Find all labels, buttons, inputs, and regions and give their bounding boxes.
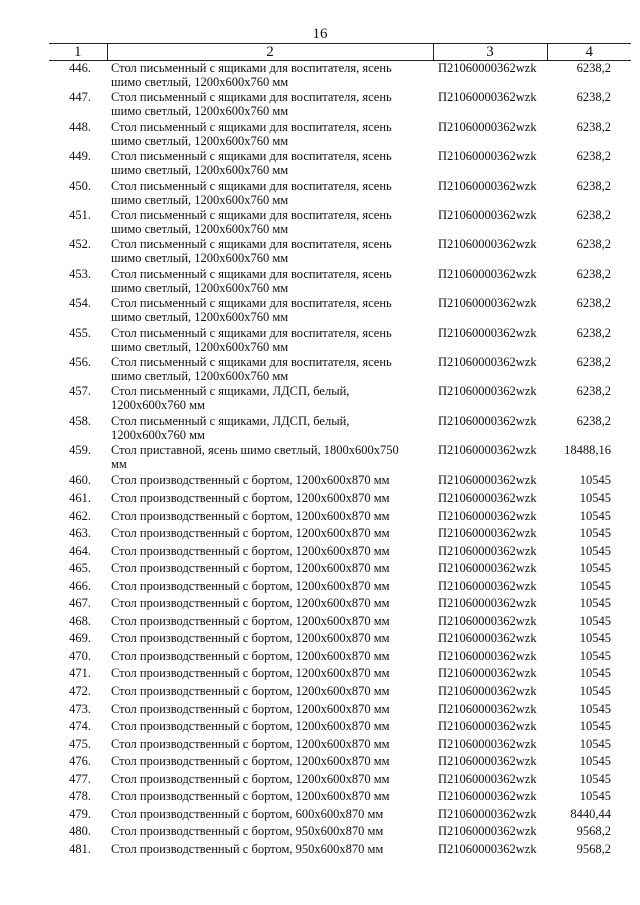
item-name-cell: [107, 120, 433, 149]
table-row: [49, 683, 631, 701]
item-name-line: шимо светлый, 1200х600х760 мм: [111, 133, 289, 148]
item-name-cell: [107, 595, 433, 613]
item-price: 8440,44: [570, 806, 611, 821]
item-code: П21060000362wzk: [438, 266, 537, 281]
item-price: 6238,2: [576, 149, 611, 164]
item-price: 18488,16: [564, 443, 611, 458]
row-number: 466.: [69, 578, 91, 593]
item-price: 10545: [579, 543, 611, 558]
item-price: 10545: [579, 789, 611, 804]
row-number: 471.: [69, 666, 91, 681]
row-number: 465.: [69, 561, 91, 576]
table-row: [49, 120, 631, 149]
item-price: 6238,2: [576, 325, 611, 340]
page-number: 16: [312, 26, 328, 42]
item-price: 6238,2: [576, 90, 611, 105]
table-row: [49, 841, 631, 859]
item-code: П21060000362wzk: [438, 384, 537, 399]
table-row: [49, 296, 631, 325]
item-name-line: шимо светлый, 1200х600х760 мм: [111, 368, 289, 383]
item-name-line: шимо светлый, 1200х600х760 мм: [111, 339, 289, 354]
table-row: [49, 508, 631, 526]
item-name-line: Стол письменный с ящиками для воспитателя, ясень: [111, 296, 392, 311]
row-number: 476.: [69, 754, 91, 769]
item-price: 10545: [579, 491, 611, 506]
row-number: 446.: [69, 61, 91, 75]
item-code: П21060000362wzk: [438, 684, 537, 699]
item-name-line: Стол письменный с ящиками для воспитателя, ясень: [111, 266, 392, 281]
item-price: 10545: [579, 596, 611, 611]
column-header-price: 4: [547, 44, 631, 61]
item-code: П21060000362wzk: [438, 237, 537, 252]
item-code: П21060000362wzk: [438, 473, 537, 488]
item-price: 6238,2: [576, 207, 611, 222]
item-name-cell: [107, 683, 433, 701]
item-name-cell: [107, 718, 433, 736]
item-price: 10545: [579, 526, 611, 541]
item-name-line: Стол производственный с бортом, 950х600х870 мм: [111, 841, 384, 856]
item-name-line: Стол производственный с бортом, 1200х600х870 мм: [111, 613, 390, 628]
item-code: П21060000362wzk: [438, 119, 537, 134]
item-name-line: Стол письменный с ящиками для воспитателя, ясень: [111, 207, 392, 222]
row-number: 468.: [69, 613, 91, 628]
item-price: 6238,2: [576, 384, 611, 399]
item-code: П21060000362wzk: [438, 613, 537, 628]
table-row: [49, 578, 631, 596]
item-name-line: Стол письменный с ящиками для воспитателя, ясень: [111, 149, 392, 164]
item-name-cell: [107, 296, 433, 325]
inventory-table: [49, 43, 631, 859]
item-name-line: шимо светлый, 1200х600х760 мм: [111, 251, 289, 266]
row-number: 451.: [69, 207, 91, 222]
item-name-cell: [107, 490, 433, 508]
item-name-cell: [107, 384, 433, 413]
item-name-cell: [107, 823, 433, 841]
table-row: [49, 355, 631, 384]
table-row: [49, 149, 631, 178]
item-code: П21060000362wzk: [438, 719, 537, 734]
item-price: 10545: [579, 613, 611, 628]
table-row: [49, 61, 631, 91]
table-row: [49, 806, 631, 824]
item-name-line: Стол производственный с бортом, 1200х600х870 мм: [111, 561, 390, 576]
item-name-line: Стол производственный с бортом, 1200х600х870 мм: [111, 491, 390, 506]
item-name-cell: [107, 648, 433, 666]
row-number: 467.: [69, 596, 91, 611]
table-row: [49, 613, 631, 631]
item-code: П21060000362wzk: [438, 207, 537, 222]
item-code: П21060000362wzk: [438, 413, 537, 428]
table-row: [49, 384, 631, 413]
table-row: [49, 648, 631, 666]
item-code: П21060000362wzk: [438, 578, 537, 593]
table-row: [49, 701, 631, 719]
item-name-cell: [107, 543, 433, 561]
item-name-line: шимо светлый, 1200х600х760 мм: [111, 192, 289, 207]
table-row: [49, 525, 631, 543]
item-name-line: шимо светлый, 1200х600х760 мм: [111, 310, 289, 325]
item-price: 10545: [579, 631, 611, 646]
row-number: 475.: [69, 736, 91, 751]
item-name-cell: [107, 208, 433, 237]
item-code: П21060000362wzk: [438, 824, 537, 839]
item-code: П21060000362wzk: [438, 771, 537, 786]
item-price: 10545: [579, 719, 611, 734]
row-number: 448.: [69, 119, 91, 134]
item-code: П21060000362wzk: [438, 296, 537, 311]
table-row: [49, 443, 631, 472]
row-number: 481.: [69, 841, 91, 856]
item-price: 6238,2: [576, 266, 611, 281]
item-name-line: Стол производственный с бортом, 1200х600х870 мм: [111, 648, 390, 663]
item-code: П21060000362wzk: [438, 561, 537, 576]
row-number: 459.: [69, 443, 91, 458]
item-name-cell: [107, 149, 433, 178]
item-name-cell: [107, 472, 433, 490]
item-name-line: Стол приставной, ясень шимо светлый, 1800х600х750: [111, 443, 399, 458]
item-name-cell: [107, 630, 433, 648]
item-name-cell: [107, 736, 433, 754]
item-name-cell: [107, 788, 433, 806]
item-name-line: 1200х600х760 мм: [111, 427, 205, 442]
row-number: 463.: [69, 526, 91, 541]
item-price: 6238,2: [576, 119, 611, 134]
column-header-name: 2: [107, 44, 433, 61]
item-name-line: Стол производственный с бортом, 1200х600х870 мм: [111, 771, 390, 786]
item-name-cell: [107, 267, 433, 296]
row-number: 450.: [69, 178, 91, 193]
table-row: [49, 595, 631, 613]
item-name-line: Стол производственный с бортом, 1200х600х870 мм: [111, 666, 390, 681]
item-name-line: Стол производственный с бортом, 1200х600х870 мм: [111, 578, 390, 593]
item-name-line: шимо светлый, 1200х600х760 мм: [111, 104, 289, 119]
item-name-line: шимо светлый, 1200х600х760 мм: [111, 75, 289, 89]
table-row: [49, 736, 631, 754]
table-row: [49, 788, 631, 806]
item-name-line: Стол производственный с бортом, 1200х600х870 мм: [111, 596, 390, 611]
item-name-line: Стол производственный с бортом, 1200х600х870 мм: [111, 631, 390, 646]
row-number: 456.: [69, 354, 91, 369]
row-number: 479.: [69, 806, 91, 821]
row-number: 458.: [69, 413, 91, 428]
item-price: 10545: [579, 508, 611, 523]
row-number: 470.: [69, 648, 91, 663]
item-code: П21060000362wzk: [438, 61, 537, 75]
item-code: П21060000362wzk: [438, 631, 537, 646]
row-number: 472.: [69, 684, 91, 699]
table-row: [49, 179, 631, 208]
table-row: [49, 753, 631, 771]
item-code: П21060000362wzk: [438, 491, 537, 506]
item-name-cell: [107, 414, 433, 443]
item-price: 10545: [579, 561, 611, 576]
row-number: 447.: [69, 90, 91, 105]
item-name-line: Стол производственный с бортом, 600х600х870 мм: [111, 806, 384, 821]
item-code: П21060000362wzk: [438, 178, 537, 193]
item-name-line: Стол письменный с ящиками для воспитателя, ясень: [111, 237, 392, 252]
item-code: П21060000362wzk: [438, 149, 537, 164]
item-price: 6238,2: [576, 61, 611, 75]
item-price: 10545: [579, 754, 611, 769]
table-row: [49, 208, 631, 237]
item-code: П21060000362wzk: [438, 543, 537, 558]
item-name-cell: [107, 355, 433, 384]
row-number: 474.: [69, 719, 91, 734]
row-number: 453.: [69, 266, 91, 281]
item-name-line: Стол производственный с бортом, 1200х600х870 мм: [111, 543, 390, 558]
item-code: П21060000362wzk: [438, 754, 537, 769]
item-price: 6238,2: [576, 178, 611, 193]
table-row: [49, 90, 631, 119]
row-number: 452.: [69, 237, 91, 252]
item-name-line: Стол производственный с бортом, 950х600х870 мм: [111, 824, 384, 839]
item-price: 10545: [579, 648, 611, 663]
item-name-cell: [107, 560, 433, 578]
row-number: 464.: [69, 543, 91, 558]
table-row: [49, 237, 631, 266]
item-name-line: Стол письменный с ящиками, ЛДСП, белый,: [111, 384, 350, 399]
row-number: 455.: [69, 325, 91, 340]
item-name-cell: [107, 326, 433, 355]
table-row: [49, 267, 631, 296]
item-name-cell: [107, 841, 433, 859]
header-row: [49, 44, 631, 61]
table-row: [49, 630, 631, 648]
item-name-line: Стол производственный с бортом, 1200х600х870 мм: [111, 508, 390, 523]
item-name-line: Стол письменный с ящиками, ЛДСП, белый,: [111, 413, 350, 428]
item-name-cell: [107, 806, 433, 824]
table-row: [49, 718, 631, 736]
item-name-line: Стол письменный с ящиками для воспитателя, ясень: [111, 61, 392, 75]
item-name-line: Стол производственный с бортом, 1200х600х870 мм: [111, 736, 390, 751]
item-name-cell: [107, 508, 433, 526]
table-body: [49, 61, 631, 859]
item-price: 9568,2: [576, 841, 611, 856]
item-code: П21060000362wzk: [438, 648, 537, 663]
item-name-line: Стол производственный с бортом, 1200х600х870 мм: [111, 526, 390, 541]
item-name-line: 1200х600х760 мм: [111, 398, 205, 413]
item-code: П21060000362wzk: [438, 526, 537, 541]
row-number: 454.: [69, 296, 91, 311]
item-name-line: Стол производственный с бортом, 1200х600х870 мм: [111, 789, 390, 804]
item-price: 10545: [579, 701, 611, 716]
item-price: 6238,2: [576, 296, 611, 311]
table-row: [49, 414, 631, 443]
item-name-cell: [107, 753, 433, 771]
item-name-line: шимо светлый, 1200х600х760 мм: [111, 221, 289, 236]
row-number: 461.: [69, 491, 91, 506]
row-number: 480.: [69, 824, 91, 839]
item-code: П21060000362wzk: [438, 354, 537, 369]
item-code: П21060000362wzk: [438, 841, 537, 856]
item-code: П21060000362wzk: [438, 325, 537, 340]
table-row: [49, 326, 631, 355]
item-code: П21060000362wzk: [438, 736, 537, 751]
item-name-line: Стол производственный с бортом, 1200х600х870 мм: [111, 754, 390, 769]
item-price: 10545: [579, 684, 611, 699]
item-name-line: Стол письменный с ящиками для воспитателя, ясень: [111, 325, 392, 340]
item-name-line: шимо светлый, 1200х600х760 мм: [111, 163, 289, 178]
column-header-code: 3: [433, 44, 547, 61]
item-name-line: Стол письменный с ящиками для воспитателя, ясень: [111, 178, 392, 193]
item-price: 6238,2: [576, 413, 611, 428]
column-header-number: 1: [49, 44, 107, 61]
item-code: П21060000362wzk: [438, 806, 537, 821]
item-name-line: Стол производственный с бортом, 1200х600х870 мм: [111, 701, 390, 716]
row-number: 477.: [69, 771, 91, 786]
item-price: 6238,2: [576, 237, 611, 252]
table-row: [49, 560, 631, 578]
item-name-line: Стол письменный с ящиками для воспитателя, ясень: [111, 90, 392, 105]
item-name-line: Стол письменный с ящиками для воспитателя, ясень: [111, 119, 392, 134]
item-code: П21060000362wzk: [438, 701, 537, 716]
item-name-cell: [107, 578, 433, 596]
item-name-line: мм: [111, 457, 127, 472]
item-code: П21060000362wzk: [438, 90, 537, 105]
row-number: 478.: [69, 789, 91, 804]
item-price: 10545: [579, 771, 611, 786]
item-name-line: Стол производственный с бортом, 1200х600х870 мм: [111, 684, 390, 699]
item-price: 10545: [579, 578, 611, 593]
item-price: 10545: [579, 736, 611, 751]
table-row: [49, 665, 631, 683]
item-code: П21060000362wzk: [438, 666, 537, 681]
item-name-cell: [107, 443, 433, 472]
item-price: 6238,2: [576, 354, 611, 369]
row-number: 460.: [69, 473, 91, 488]
table-row: [49, 543, 631, 561]
item-name-cell: [107, 179, 433, 208]
item-code: П21060000362wzk: [438, 596, 537, 611]
item-code: П21060000362wzk: [438, 508, 537, 523]
item-name-cell: [107, 90, 433, 119]
item-price: 10545: [579, 666, 611, 681]
table-row: [49, 490, 631, 508]
row-number: 473.: [69, 701, 91, 716]
row-number: 449.: [69, 149, 91, 164]
row-number: 469.: [69, 631, 91, 646]
item-price: 10545: [579, 473, 611, 488]
item-name-cell: [107, 525, 433, 543]
table-row: [49, 771, 631, 789]
item-name-line: Стол производственный с бортом, 1200х600х870 мм: [111, 473, 390, 488]
item-code: П21060000362wzk: [438, 443, 537, 458]
row-number: 462.: [69, 508, 91, 523]
item-name-line: шимо светлый, 1200х600х760 мм: [111, 280, 289, 295]
item-name-line: Стол письменный с ящиками для воспитателя, ясень: [111, 354, 392, 369]
item-name-line: Стол производственный с бортом, 1200х600х870 мм: [111, 719, 390, 734]
item-name-cell: [107, 237, 433, 266]
item-name-cell: [107, 61, 433, 91]
row-number: 457.: [69, 384, 91, 399]
table-row: [49, 472, 631, 490]
item-name-cell: [107, 665, 433, 683]
item-name-cell: [107, 701, 433, 719]
table-row: [49, 823, 631, 841]
item-name-cell: [107, 613, 433, 631]
item-price: 9568,2: [576, 824, 611, 839]
item-name-cell: [107, 771, 433, 789]
item-code: П21060000362wzk: [438, 789, 537, 804]
